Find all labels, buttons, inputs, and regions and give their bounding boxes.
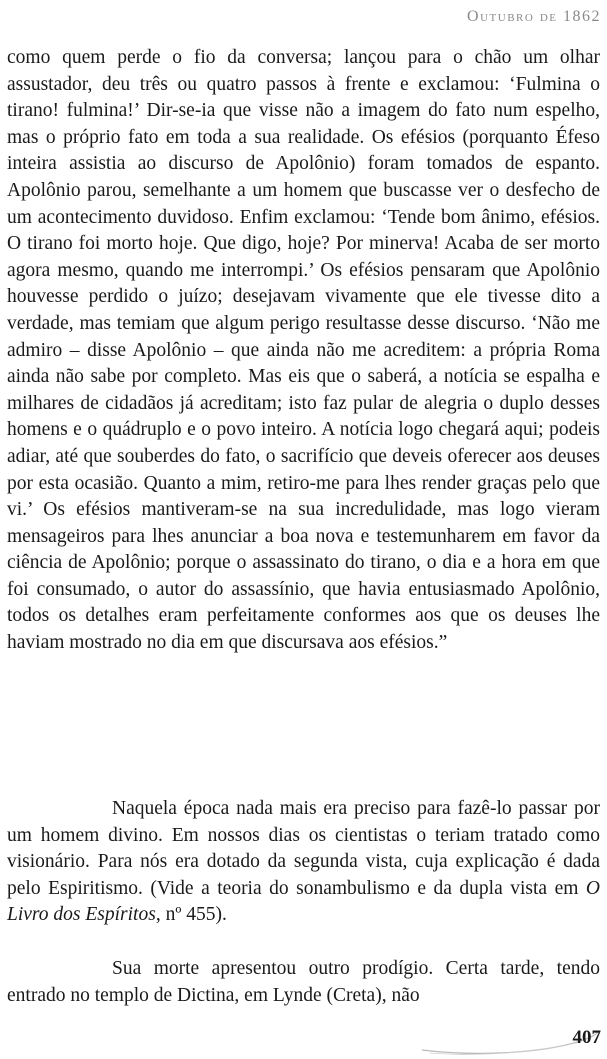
book-title: O Livro dos Espíritos — [7, 877, 600, 926]
body-paragraph — [7, 796, 600, 929]
paragraph-text: Naquela época nada mais era preciso para fazê-lo passar por um homem divino. Em nossos dias os cientistas o teriam tratado como visionário. Para nós era dotado da segunda vista, cuja explicação é dada pelo Espiritismo. (Vide a teoria do sonambulismo e da dupla vista em — [7, 798, 600, 899]
body-paragraph: como quem perde o fio da conversa; lançou para o chão um olhar assustador, deu três ou quatro passos à frente e exclamou: ‘Fulmina o tirano! fulmina!’ Dir-se-ia que visse não a imagem do fato num espelho, mas o próprio fato em toda a sua realidade. Os efésios (porquanto Éfeso inteira assistia ao discurso de Apolônio) foram tomados de espanto. Apolônio parou, semelhante a um homem que buscasse ver o desfecho de um acontecimento duvidoso. Enfim exclamou: ‘Tende bom ânimo, efésios. O tirano foi morto hoje. Que digo, hoje? Por minerva! Acaba de ser morto agora mesmo, quando me interrompi.’ Os efésios pensaram que Apolônio houvesse perdido o juízo; desejavam vivamente que ele tivesse dito a verdade, mas temiam que algum perigo resultasse desse discurso. ‘Não me admiro – disse Apolônio – que ainda não me acreditem: a própria Roma ainda não sabe por completo. Mas eis que o saberá, a notícia se espalha e milhares de cidadãos já acreditam; isto faz pular de alegria o duplo desses homens e o quádruplo e o povo inteiro. A notícia logo chegará aqui; podeis adiar, até que souberdes do fato, o sacrifício que deveis oferecer aos deuses por esta ocasião. Quanto a mim, retiro-me para lhes render graças pelo que vi.’ Os efésios mantiveram-se na sua incredulidade, mas logo vieram mensageiros para lhes anunciar a boa nova e testemunharem em favor da ciência de Apolônio; porque o assassinato do tirano, o dia e a hora em que foi consumado, o autor do assassínio, que havia entusiasmado Apolônio, todos os detalhes eram perfeitamente conformes aos que os deuses lhe haviam mostrado no dia em que discursava aos efésios.” — [7, 47, 600, 654]
running-header: Outubro de 1862 — [467, 8, 601, 25]
body-paragraph: Sua morte apresentou outro prodígio. Certa tarde, tendo entrado no templo de Dictina, em Lynde (Creta), não — [7, 958, 600, 1006]
page-number: 407 — [572, 1027, 601, 1048]
paragraph-text: , nº 455). — [155, 904, 227, 926]
